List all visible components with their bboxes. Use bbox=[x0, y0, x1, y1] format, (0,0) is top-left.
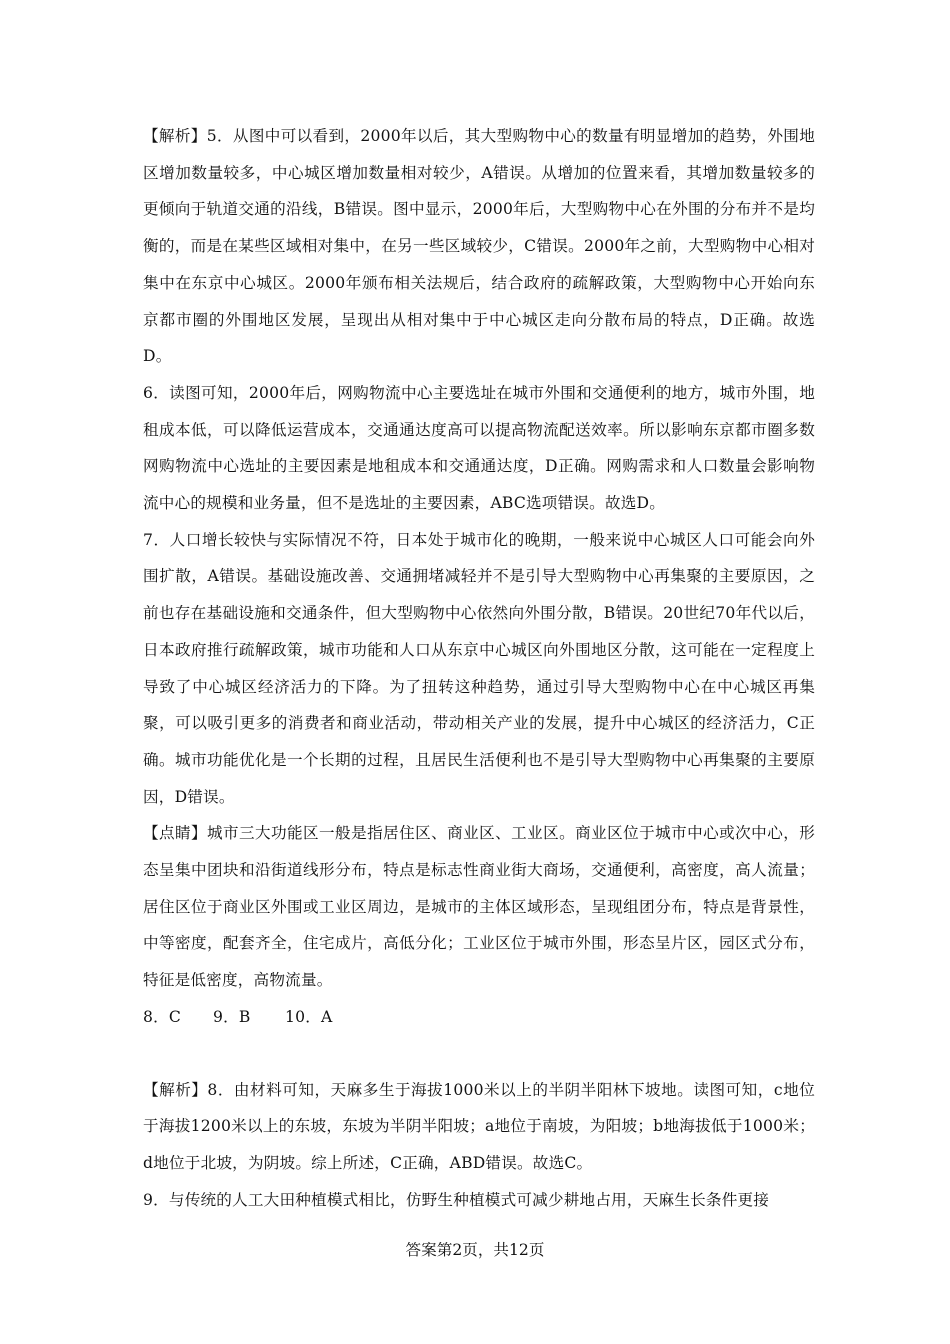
spacer bbox=[143, 1036, 815, 1072]
page-footer: 答案第2页，共12页 bbox=[405, 1241, 545, 1259]
analysis-q6: 6．读图可知，2000年后，网购物流中心主要选址在城市外围和交通便利的地方，城市外围，地租成本低，可以降低运营成本，交通通达度高可以提高物流配送效率。所以影响东京都市圈多数网购物流中心选址的主要因素是地租成本和交通通达度，D正确。网购需求和人口数量会影响物流中心的规模和业务量，但不是选址的主要因素，ABC选项错误。故选D。 bbox=[143, 383, 815, 513]
answer-q9: 9．B bbox=[213, 1007, 251, 1026]
analysis-q8: 【解析】8．由材料可知，天麻多生于海拔1000米以上的半阴半阳林下坡地。读图可知，c地位于海拔1200米以上的东坡，东坡为半阴半阳坡；a地位于南坡，为阳坡；b地海拔低于1000米；d地位于北坡，为阴坡。综上所述，C正确，ABD错误。故选C。 bbox=[143, 1080, 815, 1172]
answer-line bbox=[143, 999, 815, 1036]
answer-q10: 10．A bbox=[285, 1007, 333, 1026]
answer-q8: 8．C bbox=[143, 1007, 182, 1026]
tip-paragraph: 【点睛】城市三大功能区一般是指居住区、商业区、工业区。商业区位于城市中心或次中心，形态呈集中团块和沿街道线形分布，特点是标志性商业街大商场，交通便利，高密度，高人流量；居住区位于商业区外围或工业区周边，是城市的主体区域形态，呈现组团分布，特点是背景性，中等密度，配套齐全，住宅成片，高低分化；工业区位于城市外围，形态呈片区，园区式分布，特征是低密度，高物流量。 bbox=[143, 824, 815, 990]
analysis-q9: 9．与传统的人工大田种植模式相比，仿野生种植模式可减少耕地占用，天麻生长条件更接 bbox=[143, 1190, 770, 1209]
answer-content bbox=[143, 118, 815, 1218]
analysis-q5: 【解析】5．从图中可以看到，2000年以后，其大型购物中心的数量有明显增加的趋势，外围地区增加数量较多，中心城区增加数量相对较少，A错误。从增加的位置来看，其增加数量较多的更倾向于轨道交通的沿线，B错误。图中显示，2000年后，大型购物中心在外围的分布并不是均衡的，而是在某些区域相对集中，在另一些区域较少，C错误。2000年之前，大型购物中心相对集中在东京中心城区。2000年颁布相关法规后，结合政府的疏解政策，大型购物中心开始向东京都市圈的外围地区发展，呈现出从相对集中于中心城区走向分散布局的特点，D正确。故选D。 bbox=[143, 127, 815, 366]
analysis-q7: 7．人口增长较快与实际情况不符，日本处于城市化的晚期，一般来说中心城区人口可能会向外围扩散，A错误。基础设施改善、交通拥堵减轻并不是引导大型购物中心再集聚的主要原因，之前也存在基础设施和交通条件，但大型购物中心依然向外围分散，B错误。20世纪70年代以后，日本政府推行疏解政策，城市功能和人口从东京中心城区向外围地区分散，这可能在一定程度上导致了中心城区经济活力的下降。为了扭转这种趋势，通过引导大型购物中心在中心城区再集聚，可以吸引更多的消费者和商业活动，带动相关产业的发展，提升中心城区的经济活力，C正确。城市功能优化是一个长期的过程，且居民生活便利也不是引导大型购物中心再集聚的主要原因，D错误。 bbox=[143, 530, 815, 806]
